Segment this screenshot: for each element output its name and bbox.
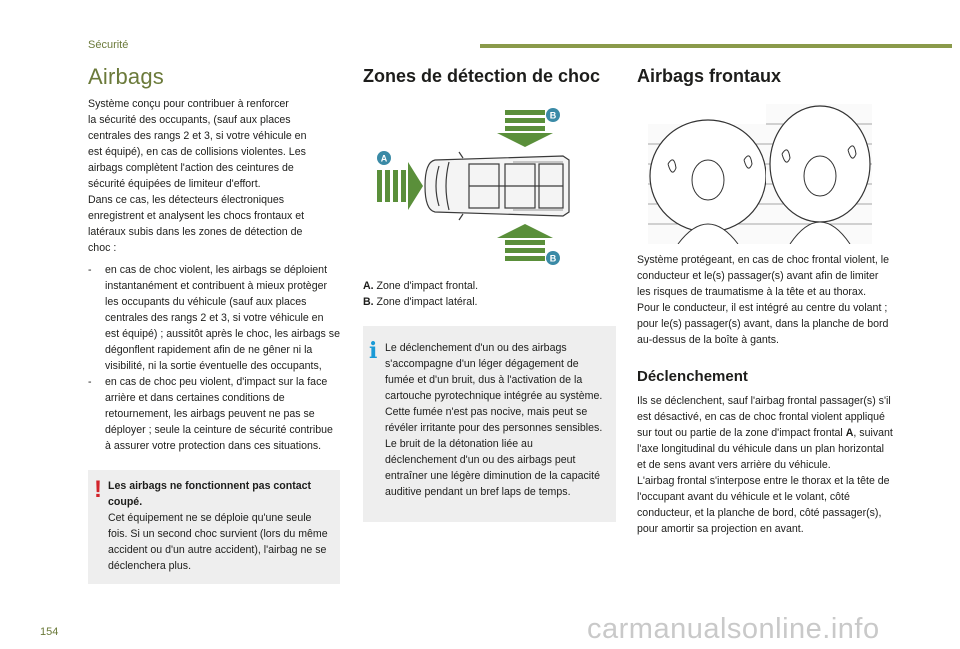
driver-airbag-view [648,120,766,244]
info-paragraph: Le bruit de la détonation liée au déclenchement d'un ou des airbags peut entraîner une légère diminution de la capacité auditive pendant un bref laps de temps. [385,438,600,498]
legend-text: Zone d'impact latéral. [376,296,478,308]
front-airbags-title: Airbags frontaux [637,66,782,86]
intro-line: choc : [88,242,117,254]
van-top-view [425,152,569,220]
legend-item-a [363,278,616,294]
legend-key: A. [363,280,374,292]
warning-heading: Les airbags ne fonctionnent pas contact coupé. [108,480,312,508]
section-label: Sécurité [88,39,129,51]
info-paragraph: Le déclenchement d'un ou des airbags s'accompagne d'un léger dégagement de fumée et d'un bruit, dus à l'activation de la cartouche pyrotechnique intégrée au système. [385,342,603,402]
intro-line: Dans ce cas, les détecteurs électroniques [88,194,285,206]
badge-a-label: A [380,153,388,164]
detection-zones-title: Zones de détection de choc [363,66,601,86]
intro-line: centrales des rangs 2 et 3, si votre véhicule en [88,130,307,142]
list-item [88,262,340,374]
intro-line: est équipé), en cas de collisions violentes. Les [88,146,306,158]
list-item-text: en cas de choc peu violent, d'impact sur la face arrière et dans certaines conditions de retournement, les airbags peuvent ne pas se déployer ; seule la ceinture de sécurité contribue à assurer votre protection dans ces situations. [105,376,333,452]
trigger-text [637,393,893,473]
column-front-airbags [637,62,893,97]
frontal-impact-arrow [377,162,423,210]
legend-key: B. [363,296,374,308]
side-impact-arrow-bottom [497,224,553,261]
column-detection-zones [363,62,616,97]
intro-line: la sécurité des occupants, (sauf aux places [88,114,291,126]
front-airbags-description-2: Pour le conducteur, il est intégré au centre du volant ; pour le(s) passager(s) avant, dans la planche de bord au-dessus de la boîte à gants. [637,302,889,346]
column-airbags [88,62,340,584]
warning-icon: ! [94,476,102,503]
badge-b-bottom-label: B [549,253,557,264]
page-number: 154 [40,626,59,638]
watermark: carmanualsonline.info [587,613,880,645]
airbags-intro [88,96,340,256]
bullet-dash: - [88,264,92,276]
intro-line: latéraux subis dans les zones de détection de [88,226,303,238]
info-box-wrapper [363,326,616,522]
zones-legend [363,278,616,310]
front-airbags-illustration [648,104,872,244]
header-rule [480,44,952,48]
side-impact-arrow-top [497,110,553,147]
passenger-airbag-view [766,104,872,244]
legend-text: Zone d'impact frontal. [376,280,479,292]
front-airbags-description: Système protégeant, en cas de choc frontal violent, le conducteur et le(s) passager(s) avant afin de limiter les risques de traumatisme à la tête et au thorax. [637,254,890,298]
intro-line: airbags complètent l'action des ceintures de [88,162,294,174]
impact-zones-diagram [373,100,573,270]
trigger-text-2: L'airbag frontal s'interpose entre le thorax et la tête de l'occupant avant du véhicule et le volant, côté conducteur, et la planche de bord, côté passager(s), pour amortir sa projection en avant. [637,475,890,535]
trigger-text-part: Ils se déclenchent, sauf l'airbag frontal passager(s) s'il est désactivé, en cas de choc frontal violent appliqué sur tout ou partie de la zone d'impact frontal [637,395,891,439]
trigger-zone-key: A [845,427,854,439]
list-item [88,374,340,454]
legend-item-b [363,294,616,310]
warning-text: Cet équipement ne se déploie qu'une seule fois. Si un second choc survient (lors du même accident ou d'un autre accident), l'airbag ne se déclenchera plus. [108,512,328,572]
conditions-list [88,262,340,454]
badge-b-top-label: B [549,110,557,121]
info-icon: i [369,338,378,364]
intro-line: enregistrent et analysent les chocs frontaux et [88,210,305,222]
airbags-title: Airbags [88,64,164,89]
front-airbags-body [637,252,893,537]
intro-line: Système conçu pour contribuer à renforcer [88,98,289,110]
bullet-dash: - [88,376,92,388]
trigger-text-part: , suivant l'axe longitudinal du véhicule dans un plan horizontal et de sens avant vers arrière du véhicule. [637,427,893,471]
info-box [363,326,616,522]
list-item-text: en cas de choc violent, les airbags se déploient instantanément et contribuent à mieux protèger les occupants du véhicule (sauf aux places centrales des rangs 2 et 3, si votre véhicule en est équipé) ; aussitôt après le choc, les airbags se dégonflent rapidement afin de ne gêner ni la visibilité, ni la sortie éventuelle des occupants, [105,264,340,372]
intro-line: sécurité équipées de limiteur d'effort. [88,178,261,190]
trigger-subtitle: Déclenchement [637,368,748,385]
info-paragraph: Cette fumée n'est pas nocive, mais peut se révéler irritante pour des personnes sensibles. [385,406,603,434]
warning-box [88,470,340,584]
